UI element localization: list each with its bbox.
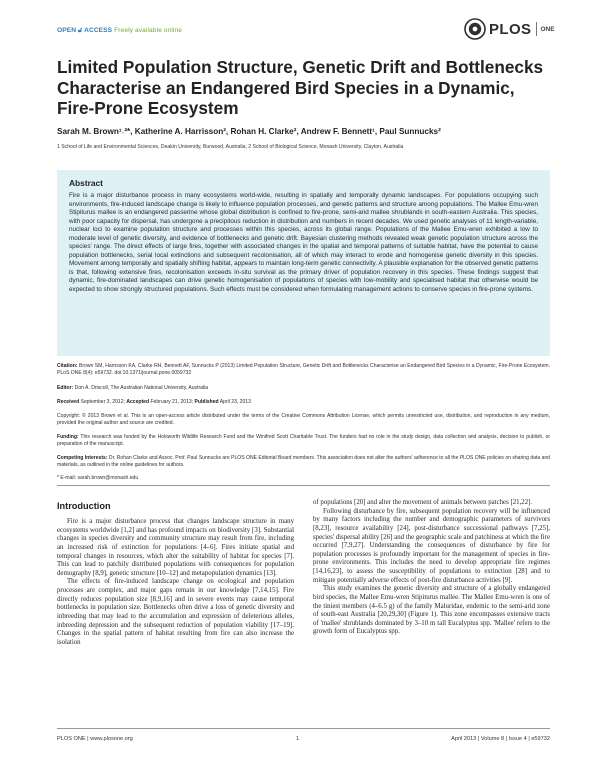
introduction-heading: Introduction [57,501,111,511]
plos-one-logo [464,18,555,40]
open-access-banner [57,27,182,35]
author-list: Sarah M. Brown¹˒²*, Katherine A. Harrisson², Rohan H. Clarke², Andrew F. Bennett¹, Paul Sunnucks² [57,127,441,136]
footer-issue: April 2013 | Volume 8 | Issue 4 | e59732 [451,736,550,742]
left-paragraph-1: Fire is a major disturbance process that changes landscape structure in many ecosystems worldwide [1,2] and has profound impacts on biodiversity [3]. Substantial changes in species diversity and community structure may result from fire, including an increased risk of extinction for populations [4–6]. Fires initiate spatial and temporal changes in resources, which alter the suitability of habitat for species [7]. This can lead to patchily distributed populations with consequences for population demography [8,9], genetic structure [10–12] and metapopulation dynamics [13]. [57,518,294,577]
footer-journal: PLOS ONE | www.plosone.org [57,736,133,742]
abstract-text: Fire is a major disturbance process in many ecosystems world-wide, resulting in spatially and temporally dynamic landscapes. For populations occupying such environments, fire-induced landscape change is likely to influence population processes, and genetic patterns and structure among populations. The Mallee Emu-wren Stipiturus mallee is an endangered passerine whose global distribution is confined to fire-prone, semi-arid mallee shrublands in south-eastern Australia. This species, with poor capacity for dispersal, has undergone a precipitous reduction in distribution and numbers in recent decades. We used genetic analyses of 11 length-variable, nuclear loci to examine population structure and processes within this species, across its global range. Populations of the Mallee Emu-wren exhibited a low to moderate level of genetic diversity, and evidence of bottlenecks and genetic drift. Bayesian clustering methods revealed weak genetic population structure across the species' range. The direct effects of large fires, together with associated changes in the spatial and temporal patterns of suitable habitat, have the potential to cause population bottlenecks, serial local extinctions and subsequent recolonisation, all of which may interact to erode and homogenise genetic diversity in this species. Movement among temporally and spatially shifting habitat, appears to maintain long-term genetic connectivity. A plausible explanation for the observed genetic patterns is that, following extensive fires, recolonisation exceeds in-situ survival as the primary driver of population recovery in this species. These findings suggest that dynamic, fire-dominated landscapes can drive genetic homogenisation of populations of species with low-mobility and specialised habitat that otherwise would be expected to show strongly structured populations. Such effects must be considered when formulating management actions to conserve species in fire-prone systems. [69,192,538,294]
citation-label: Citation: [57,363,78,369]
funding [57,434,550,448]
right-paragraph-2: This study examines the genetic diversity and structure of a globally endangered bird species, the Mallee Emu-wren Stipiturus mallee. The Mallee Emu-wren is one of the tiniest members (4–6.5 g) of the family Maluridae, endemic to the semi-arid zone of south-east Australia [20,29,30] (Figure 1). This zone encompasses extensive tracts of 'mallee' shrublands dominated by 3–10 m tall Eucalyptus spp. 'Mallee' refers to the growth form of Eucalyptus spp. [313,585,550,636]
oa-lock-icon: 🔓︎ [78,27,83,34]
received-label: Received [57,399,80,405]
competing-label: Competing Interests: [57,455,108,461]
accepted-label: Accepted [126,399,150,405]
editor [57,385,550,392]
editor-label: Editor: [57,385,74,391]
right-paragraph-0: of populations [20] and alter the movement of animals between patches [21,22]. [313,499,533,506]
plos-one-label: ONE [540,25,555,33]
right-column [313,499,550,637]
citation [57,363,550,377]
editor-text: Don A. Driscoll, The Australian National University, Australia [74,385,209,391]
footer-divider [57,728,550,729]
copyright: Copyright: © 2013 Brown et al. This is an open-access article distributed under the terms of the Creative Commons Attribution License, which permits unrestricted use, distribution, and reproduction in any medium, provided the original author and source are credited. [57,413,550,426]
left-column [57,518,294,647]
corresponding-email: * E-mail: sarah.brown@monash.edu [57,475,139,481]
abstract-heading: Abstract [69,178,103,188]
affiliations: 1 School of Life and Environmental Sciences, Deakin University, Burwood, Australia, 2 School of Biological Science, Monash University, Clayton, Australia [57,144,404,150]
citation-text: Brown SM, Harrisson KA, Clarke RH, Bennett AF, Sunnucks P (2013) Limited Population Structure, Genetic Drift and Bottlenecks Characterise an Endangered Bird Species in a Dynamic, Fire-Prone Ecosystem. PLoS ONE 8(4): e59732. doi:10.1371/journal.pone.0059732 [57,363,550,376]
funding-label: Funding: [57,434,79,440]
received-date: September 3, 2012; [80,399,125,405]
abstract-box [57,170,550,356]
plos-wordmark: PLOS [489,20,532,38]
left-paragraph-2: The effects of fire-induced landscape change on ecological and population processes are complex, and major gaps remain in our knowledge [7,14,15]. Fire directly reduces population size [8,9,16] and in severe events may cause temporal bottlenecks in population size. Bottlenecks often drive a loss of genetic diversity and inbreeding that may lead to the accumulation and expression of deleterious alleles, inbreeding depression and the subsequent reduction of population viability [17–19]. Changes in the spatial pattern of habitat resulting from fire can also increase the isolation [57,578,294,646]
right-paragraph-1: Following disturbance by fire, subsequent population recovery will be influenced by many factors including the number and demographic parameters of survivors [8,23], resource availability [24], post-disturbance successional pathways [7,25], species' dispersal ability [26] and the geographic scale and patchiness at which the fire occurred [7,9,27]. Understanding the consequences of disturbance by fire for population processes is profoundly important for the management of species in fire-prone environments. This includes the need to develop appropriate fire regimes [14,16,23], to assess the susceptibility of populations to extinction [28] and to mitigate potentially adverse effects of post-fire disturbance activities [9]. [313,507,550,584]
oa-open-label: OPEN [57,27,77,34]
published-label: Published [194,399,219,405]
funding-text: This research was funded by the Holsworth Wildlife Research Fund and the Winifred Scott Charitable Trust. The funders had no role in the study design, data collection and analysis, decision to publish, or preparation of the manuscript. [57,434,551,447]
accepted-date: February 21, 2013; [150,399,194,405]
footer-page-number: 1 [296,736,300,742]
plos-mark-icon [464,18,486,40]
oa-note: Freely available online [114,27,183,34]
competing-text: Dr. Rohan Clarke and Assoc. Prof. Paul Sunnucks are PLOS ONE Editorial Board members. This association does not alter the authors' adherence to all the PLOS ONE policies on sharing data and materials, as outlined in the online guidelines for authors. [57,455,550,468]
article-title: Limited Population Structure, Genetic Drift and Bottlenecks Characterise an Endangered Bird Species in a Dynamic, Fire-Prone Ecosystem [57,57,544,118]
oa-access-label: ACCESS [84,27,113,34]
dates [57,399,550,406]
logo-divider [536,22,537,36]
competing-interests [57,455,550,469]
meta-divider [57,485,550,486]
published-date: April 23, 2013 [219,399,251,405]
